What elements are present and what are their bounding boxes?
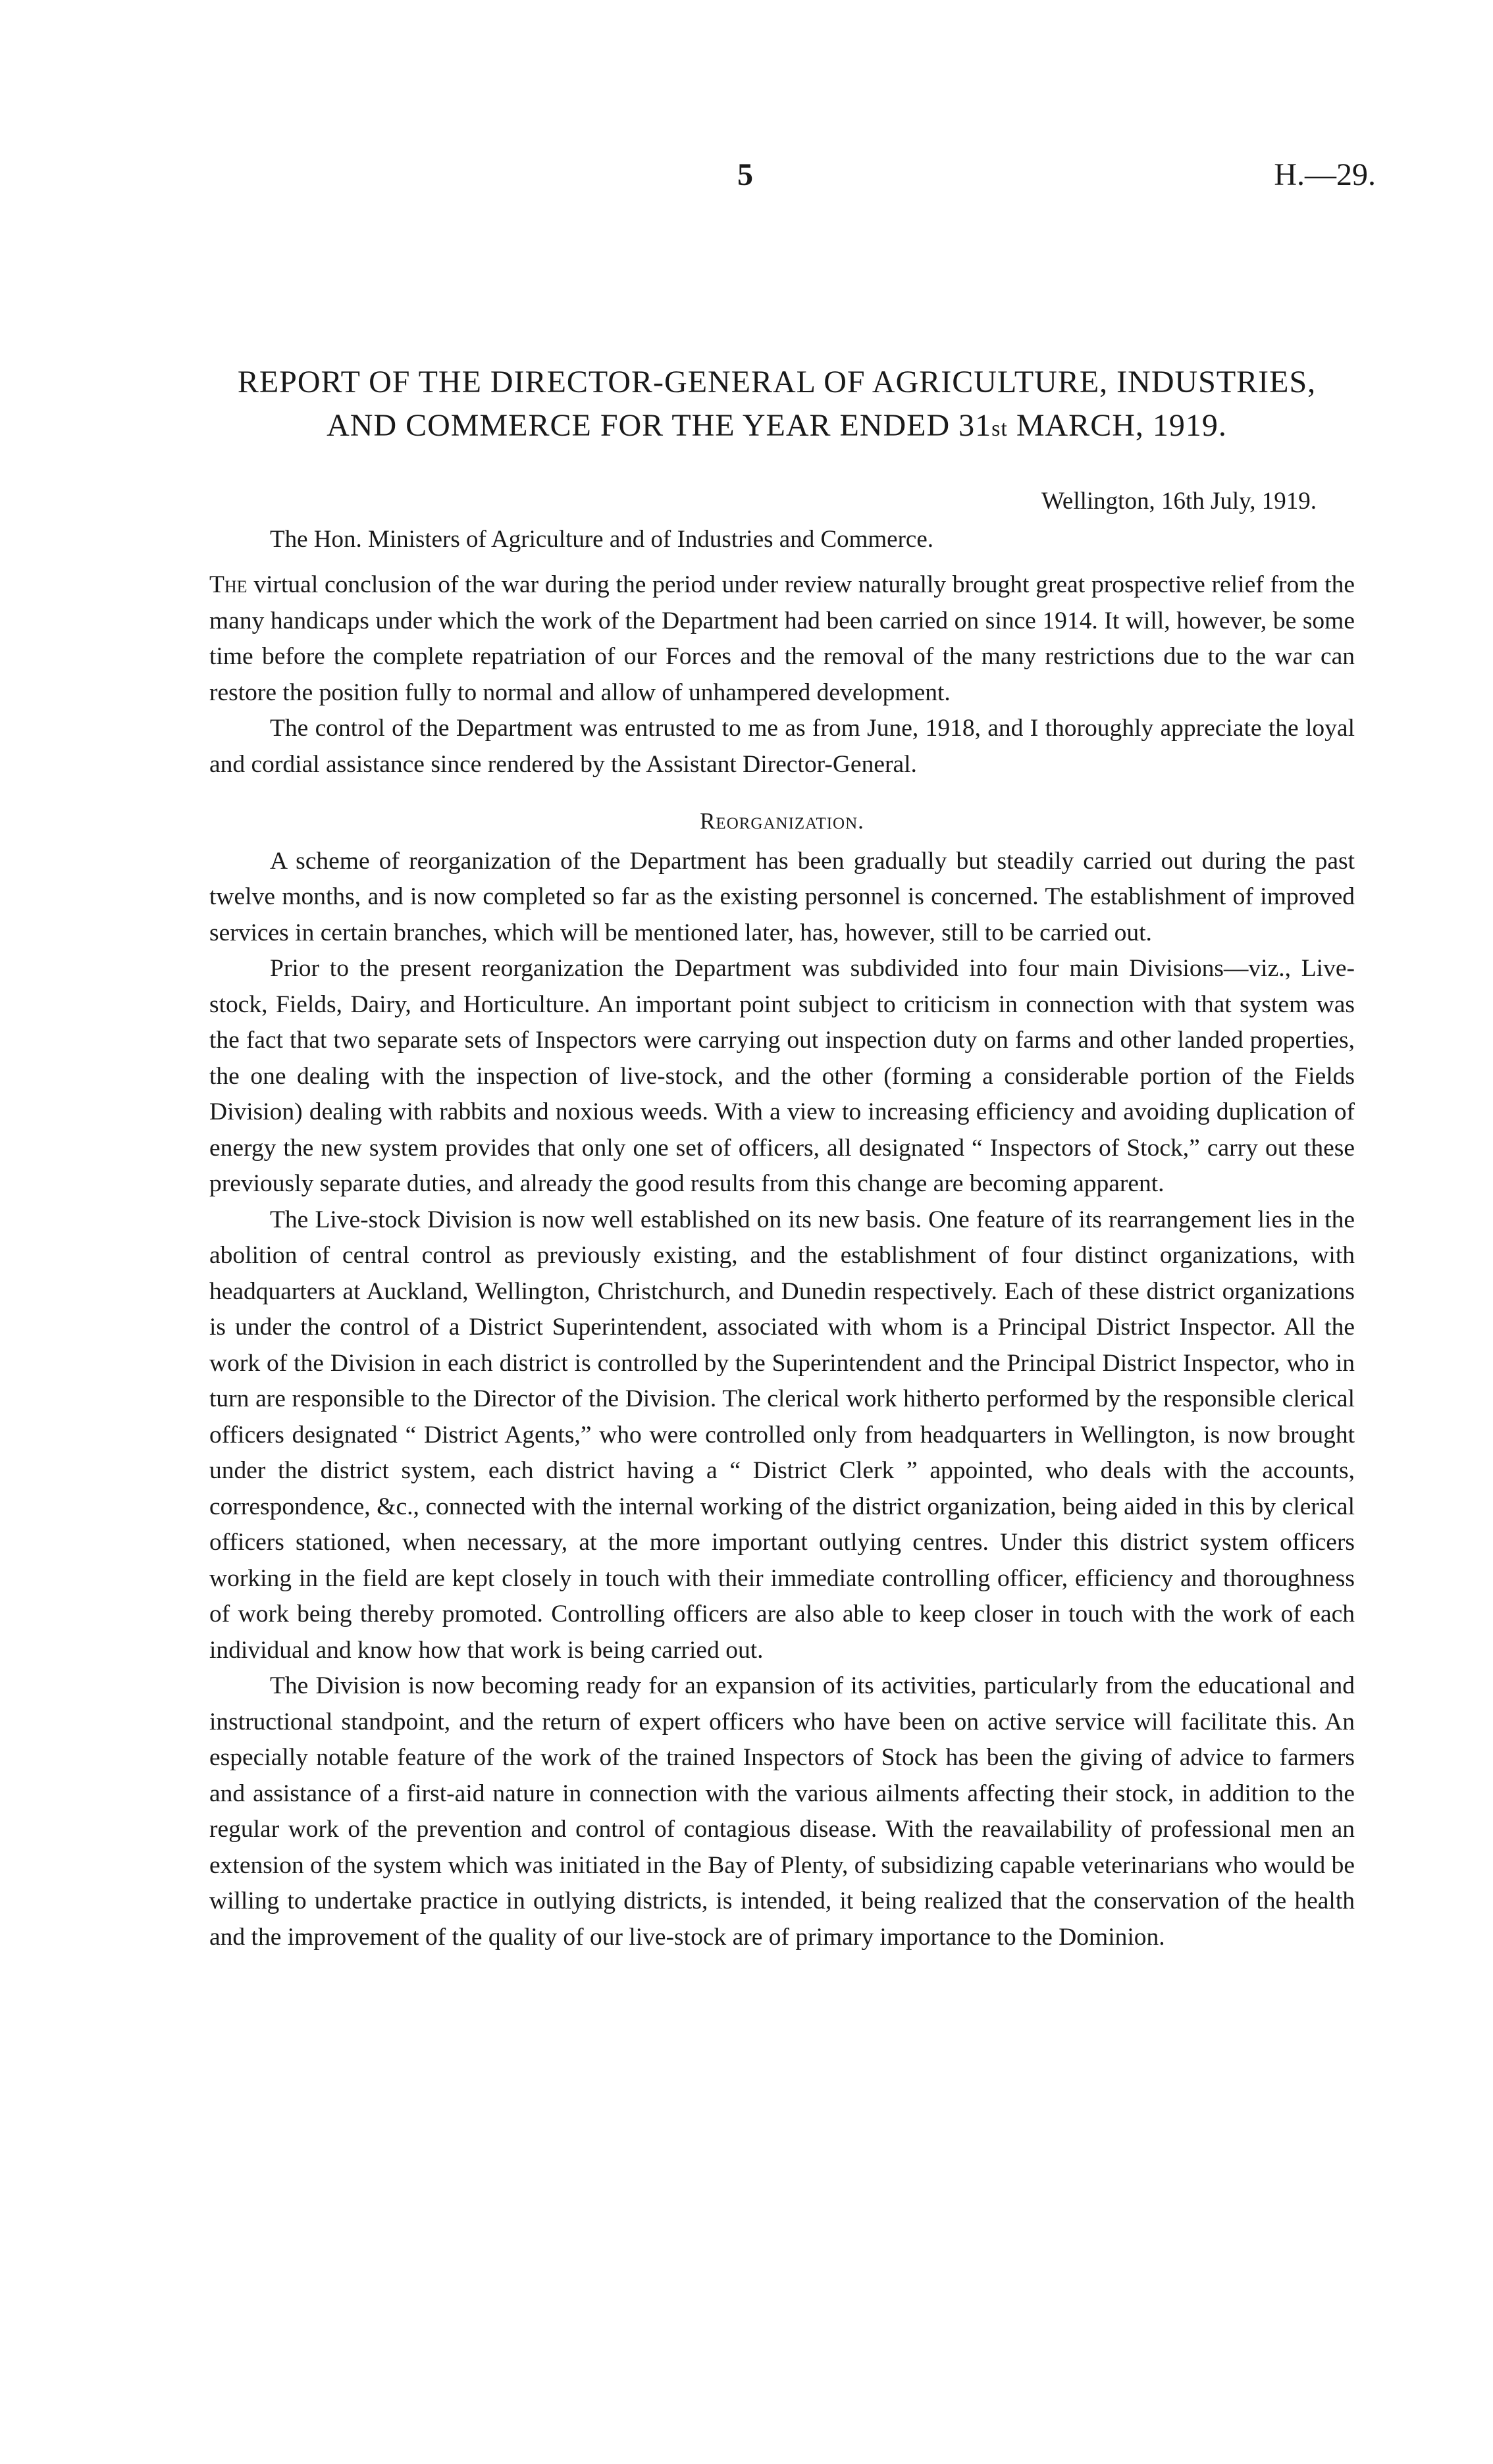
section-heading-reorganization: Reorganization. [700, 808, 864, 834]
document-reference: H.—29. [1274, 157, 1376, 192]
page-number: 5 [737, 157, 753, 192]
report-body [209, 567, 1355, 1955]
paragraph-6: The Division is now becoming ready for an expansion of its activities, particularly from the educational and instructional standpoint, and the return of expert officers who have been on active service will facilitate this. An especially notable feature of the work of the trained Inspectors of Stock has been the giving of advice to farmers and assistance of a first-aid nature in connection with the various ailments affecting their stock, in addition to the regular work of the prevention and control of contagious disease. With the reavailability of professional men an extension of the system which was initiated in the Bay of Plenty, of subsidizing capable veterinarians who would be willing to undertake practice in outlying districts, is intended, it being realized that the conservation of the health and the improvement of the quality of our live-stock are of primary importance to the Dominion. [209, 1672, 1355, 1951]
paragraph-4: Prior to the present reorganization the Department was subdivided into four main Divisions—viz., Live-stock, Fields, Dairy, and Horticulture. An important point subject to criticism in connection with that system was the fact that two separate sets of Inspectors were carrying out inspection duty on farms and other landed properties, the one dealing with the inspection of live-stock, and the other (forming a considerable portion of the Fields Division) dealing with rabbits and noxious weeds. With a view to increasing efficiency and avoiding duplication of energy the new system provides that only one set of officers, all designated “ Inspectors of Stock,” carry out these previously separate duties, and already the good results from this change are becoming apparent. [209, 955, 1355, 1197]
report-title [197, 361, 1356, 451]
report-title-line-1: REPORT OF THE DIRECTOR-GENERAL OF AGRICULTURE, INDUSTRIES, [237, 365, 1317, 399]
letter-addressee: The Hon. Ministers of Agriculture and of Industries and Commerce. [270, 526, 934, 553]
report-title-line-2-start: AND COMMERCE FOR THE YEAR ENDED 31 [327, 408, 992, 443]
report-title-line-2-end: MARCH, 1919. [1007, 408, 1227, 443]
paragraph-1-lead-word: The [209, 571, 248, 598]
paragraph-2: The control of the Department was entrusted to me as from June, 1918, and I thoroughly appreciate the loyal and cordial assistance since rendered by the Assistant Director-General. [209, 715, 1355, 778]
paragraph-1 [209, 567, 1355, 711]
paragraph-1-text: virtual conclusion of the war during the period under review naturally brought great prospective relief from the many handicaps under which the work of the Department had been carried on since 1914. It will, however, be some time before the complete repatriation of our Forces and the removal of the many restrictions due to the war can restore the position fully to normal and allow of unhampered development. [209, 571, 1355, 706]
paragraph-3: A scheme of reorganization of the Department has been gradually but steadily carried out during the past twelve months, and is now completed so far as the existing personnel is concerned. The establishment of improved services in certain branches, which will be mentioned later, has, however, still to be carried out. [209, 847, 1355, 946]
ordinal-suffix: st [991, 417, 1008, 441]
letter-date: Wellington, 16th July, 1919. [1041, 488, 1317, 515]
paragraph-5: The Live-stock Division is now well established on its new basis. One feature of its rearrangement lies in the abolition of central control as previously existing, and the establishment of four distinct organizations, with headquarters at Auckland, Wellington, Christchurch, and Dunedin respectively. Each of these district organizations is under the control of a District Superintendent, associated with whom is a Principal District Inspector. All the work of the Division in each district is controlled by the Superintendent and the Principal District Inspector, who in turn are responsible to the Director of the Division. The clerical work hitherto performed by the responsible clerical officers designated “ District Agents,” who were controlled only from headquarters in Wellington, is now brought under the district system, each district having a “ District Clerk ” appointed, who deals with the accounts, correspondence, &c., connected with the internal working of the district organization, being aided in this by clerical officers stationed, when necessary, at the more important outlying centres. Under this district system officers working in the field are kept closely in touch with their immediate controlling officer, efficiency and thoroughness of work being thereby promoted. Controlling officers are also able to keep closer in touch with the work of each individual and know how that work is being carried out. [209, 1206, 1355, 1664]
report-title-line-2 [197, 404, 1356, 451]
